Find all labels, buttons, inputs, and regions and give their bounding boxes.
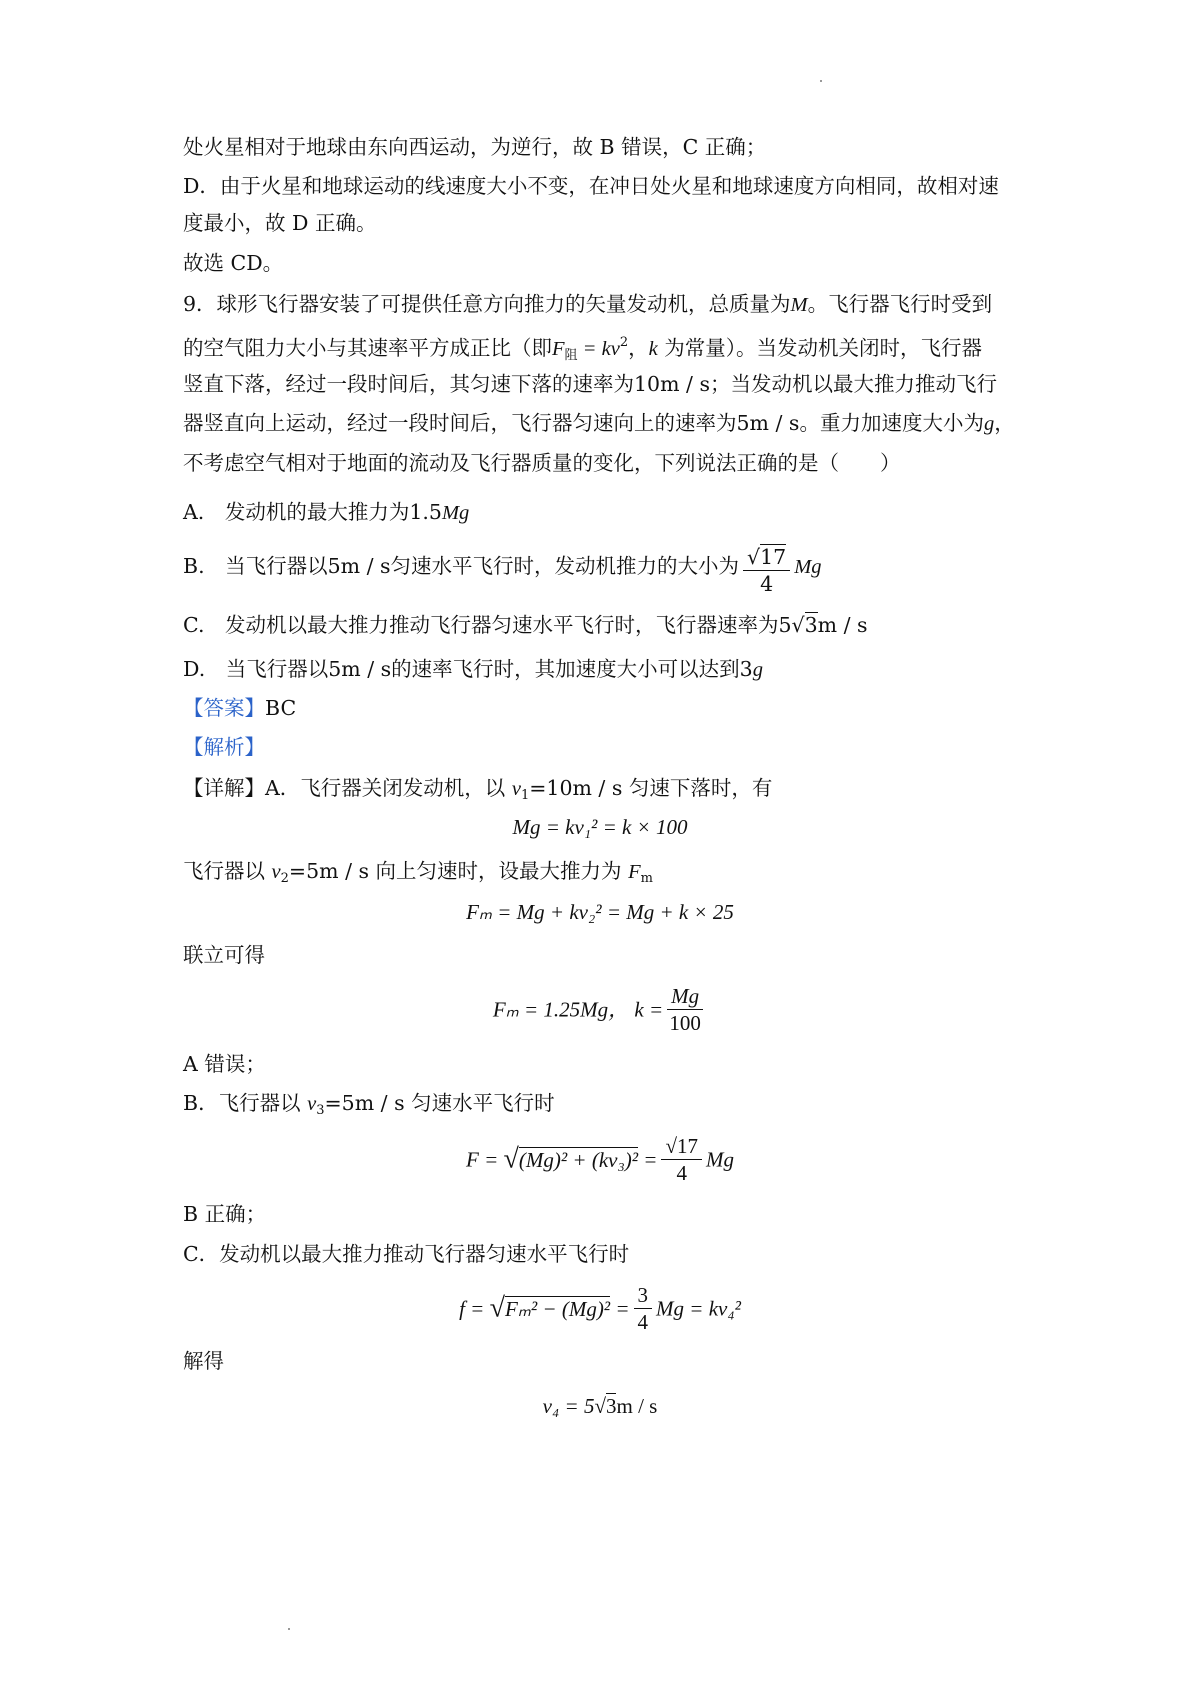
text: 为常量）。当发动机关闭时，飞行器 xyxy=(657,336,982,360)
question-9-line: 竖直下落，经过一段时间后，其匀速下落的速率为10m / s；当发动机以最大推力推动飞行 xyxy=(183,372,997,396)
numerator: √17 xyxy=(743,544,790,571)
var: Mg xyxy=(441,502,470,524)
subscript: m xyxy=(640,871,653,886)
option-label: C. xyxy=(183,613,205,637)
radicand: 17 xyxy=(760,545,787,569)
text: B．飞行器以 xyxy=(183,1091,308,1115)
option-d xyxy=(183,655,763,684)
option-c xyxy=(183,611,868,639)
denominator: 4 xyxy=(760,572,774,596)
equals: = xyxy=(615,1296,630,1321)
var: F xyxy=(628,861,641,883)
detail-line: A 错误； xyxy=(183,1052,266,1076)
option-b xyxy=(183,544,822,597)
subscript: 阻 xyxy=(564,348,578,363)
denominator: 4 xyxy=(676,1161,687,1185)
numerator: 3 xyxy=(634,1282,653,1309)
equation-4 xyxy=(0,1133,1200,1186)
option-label: A. xyxy=(183,500,205,524)
question-9-line xyxy=(183,290,992,319)
numerator: Mg xyxy=(667,983,703,1010)
fraction xyxy=(667,983,703,1036)
radicand: (Mg)² + (kv₃)² xyxy=(518,1147,639,1172)
numerator: √17 xyxy=(661,1133,702,1160)
superscript: 2 xyxy=(619,335,629,350)
subscript: 2 xyxy=(280,871,289,886)
equation-2: Fₘ = Mg + kv₂² = Mg + k × 25 xyxy=(466,900,734,924)
unit: m / s xyxy=(817,613,868,637)
text-line: 度最小，故 D 正确。 xyxy=(183,211,377,235)
var: g xyxy=(983,413,995,435)
text-line: 故选 CD。 xyxy=(183,251,284,275)
sqrt-symbol: √ xyxy=(489,1292,505,1324)
text: A．飞行器关闭发动机，以 xyxy=(265,776,512,800)
fraction xyxy=(661,1133,702,1186)
var: Mg xyxy=(794,556,822,578)
text: 。飞行器飞行时受到 xyxy=(807,292,993,316)
denominator: 100 xyxy=(669,1011,701,1035)
text: 9．球形飞行器安装了可提供任意方向推力的矢量发动机，总质量为 xyxy=(183,292,791,316)
equals: = xyxy=(643,1147,658,1172)
equation-3 xyxy=(0,983,1200,1036)
analysis-label: 【解析】 xyxy=(183,735,265,759)
radicand: 3 xyxy=(804,613,818,637)
equation-5 xyxy=(0,1282,1200,1335)
var: v xyxy=(271,861,281,883)
sqrt-symbol: √ xyxy=(791,613,805,637)
var: M xyxy=(790,294,808,316)
eq-right: Mg = kv₄² xyxy=(656,1296,741,1321)
text: =10m / s 匀速下落时，有 xyxy=(529,776,773,800)
detail-line: B 正确； xyxy=(183,1202,267,1226)
equation-6 xyxy=(0,1392,1200,1420)
subscript: 3 xyxy=(316,1103,325,1118)
question-9-line xyxy=(183,409,1015,438)
radicand: 3 xyxy=(605,1394,617,1418)
option-label: D. xyxy=(183,657,206,681)
detail-line xyxy=(183,774,772,810)
answer-value: BC xyxy=(265,696,297,720)
text: 器竖直向上运动，经过一段时间后，飞行器匀速向上的速率为5m / s。重力加速度大小为 xyxy=(183,411,984,435)
sqrt-symbol: √ xyxy=(503,1143,519,1175)
detail-line: C．发动机以最大推力推动飞行器匀速水平飞行时 xyxy=(183,1242,630,1266)
option-text: 发动机以最大推力推动飞行器匀速水平飞行时，飞行器速率为5 xyxy=(224,613,792,637)
text: ， xyxy=(994,411,1015,435)
text: =5m / s 匀速水平飞行时 xyxy=(324,1091,555,1115)
option-a xyxy=(183,498,469,527)
var: = kv xyxy=(577,338,620,360)
text-line: D．由于火星和地球运动的线速度大小不变，在冲日处火星和地球速度方向相同，故相对速 xyxy=(183,174,999,198)
fraction xyxy=(743,544,790,597)
var: F xyxy=(552,338,565,360)
question-9-line: 不考虑空气相对于地面的流动及飞行器质量的变化，下列说法正确的是（ ） xyxy=(183,451,901,475)
var: k xyxy=(648,338,658,360)
equation-1: Mg = kv₁² = k × 100 xyxy=(512,815,688,839)
eq-left: F = xyxy=(466,1147,499,1172)
scan-dot-top xyxy=(820,80,822,82)
detail-line: 联立可得 xyxy=(183,943,265,967)
text: ， xyxy=(628,336,649,360)
var: v xyxy=(511,778,521,800)
var: v xyxy=(307,1093,317,1115)
denominator: 4 xyxy=(637,1310,649,1334)
text-line: 处火星相对于地球由东向西运动，为逆行，故 B 错误，C 正确； xyxy=(183,135,767,159)
sqrt-symbol: √ xyxy=(594,1394,606,1418)
detail-line xyxy=(183,857,653,893)
eq-left: Fₘ = 1.25Mg， k = xyxy=(492,997,664,1022)
option-label: B. xyxy=(183,554,205,578)
var: g xyxy=(752,659,763,681)
text: =5m / s 向上匀速时，设最大推力为 xyxy=(288,859,629,883)
subscript: 1 xyxy=(520,788,530,803)
unit: m / s xyxy=(616,1394,658,1418)
detail-line xyxy=(183,1089,555,1125)
option-text: 当飞行器以5m / s的速率飞行时，其加速度大小可以达到3 xyxy=(225,657,753,681)
text: 的空气阻力大小与其速率平方成正比（即 xyxy=(183,336,552,360)
text: 飞行器以 xyxy=(183,859,272,883)
eq-right: Mg xyxy=(706,1147,734,1172)
eq-left: f = xyxy=(459,1296,485,1321)
scan-dot-bottom xyxy=(288,1628,290,1630)
option-text: 发动机的最大推力为1.5 xyxy=(224,500,442,524)
eq-left: v₄ = 5 xyxy=(542,1394,595,1418)
detail-line: 解得 xyxy=(183,1349,224,1373)
fraction xyxy=(634,1282,653,1335)
option-text: 当飞行器以5m / s匀速水平飞行时，发动机推力的大小为 xyxy=(225,554,740,578)
radicand: Fₘ² − (Mg)² xyxy=(504,1296,611,1321)
detail-label: 【详解】 xyxy=(183,776,265,800)
answer-label: 【答案】 xyxy=(183,696,265,720)
answer-line xyxy=(183,694,296,722)
question-9-line xyxy=(183,329,982,370)
